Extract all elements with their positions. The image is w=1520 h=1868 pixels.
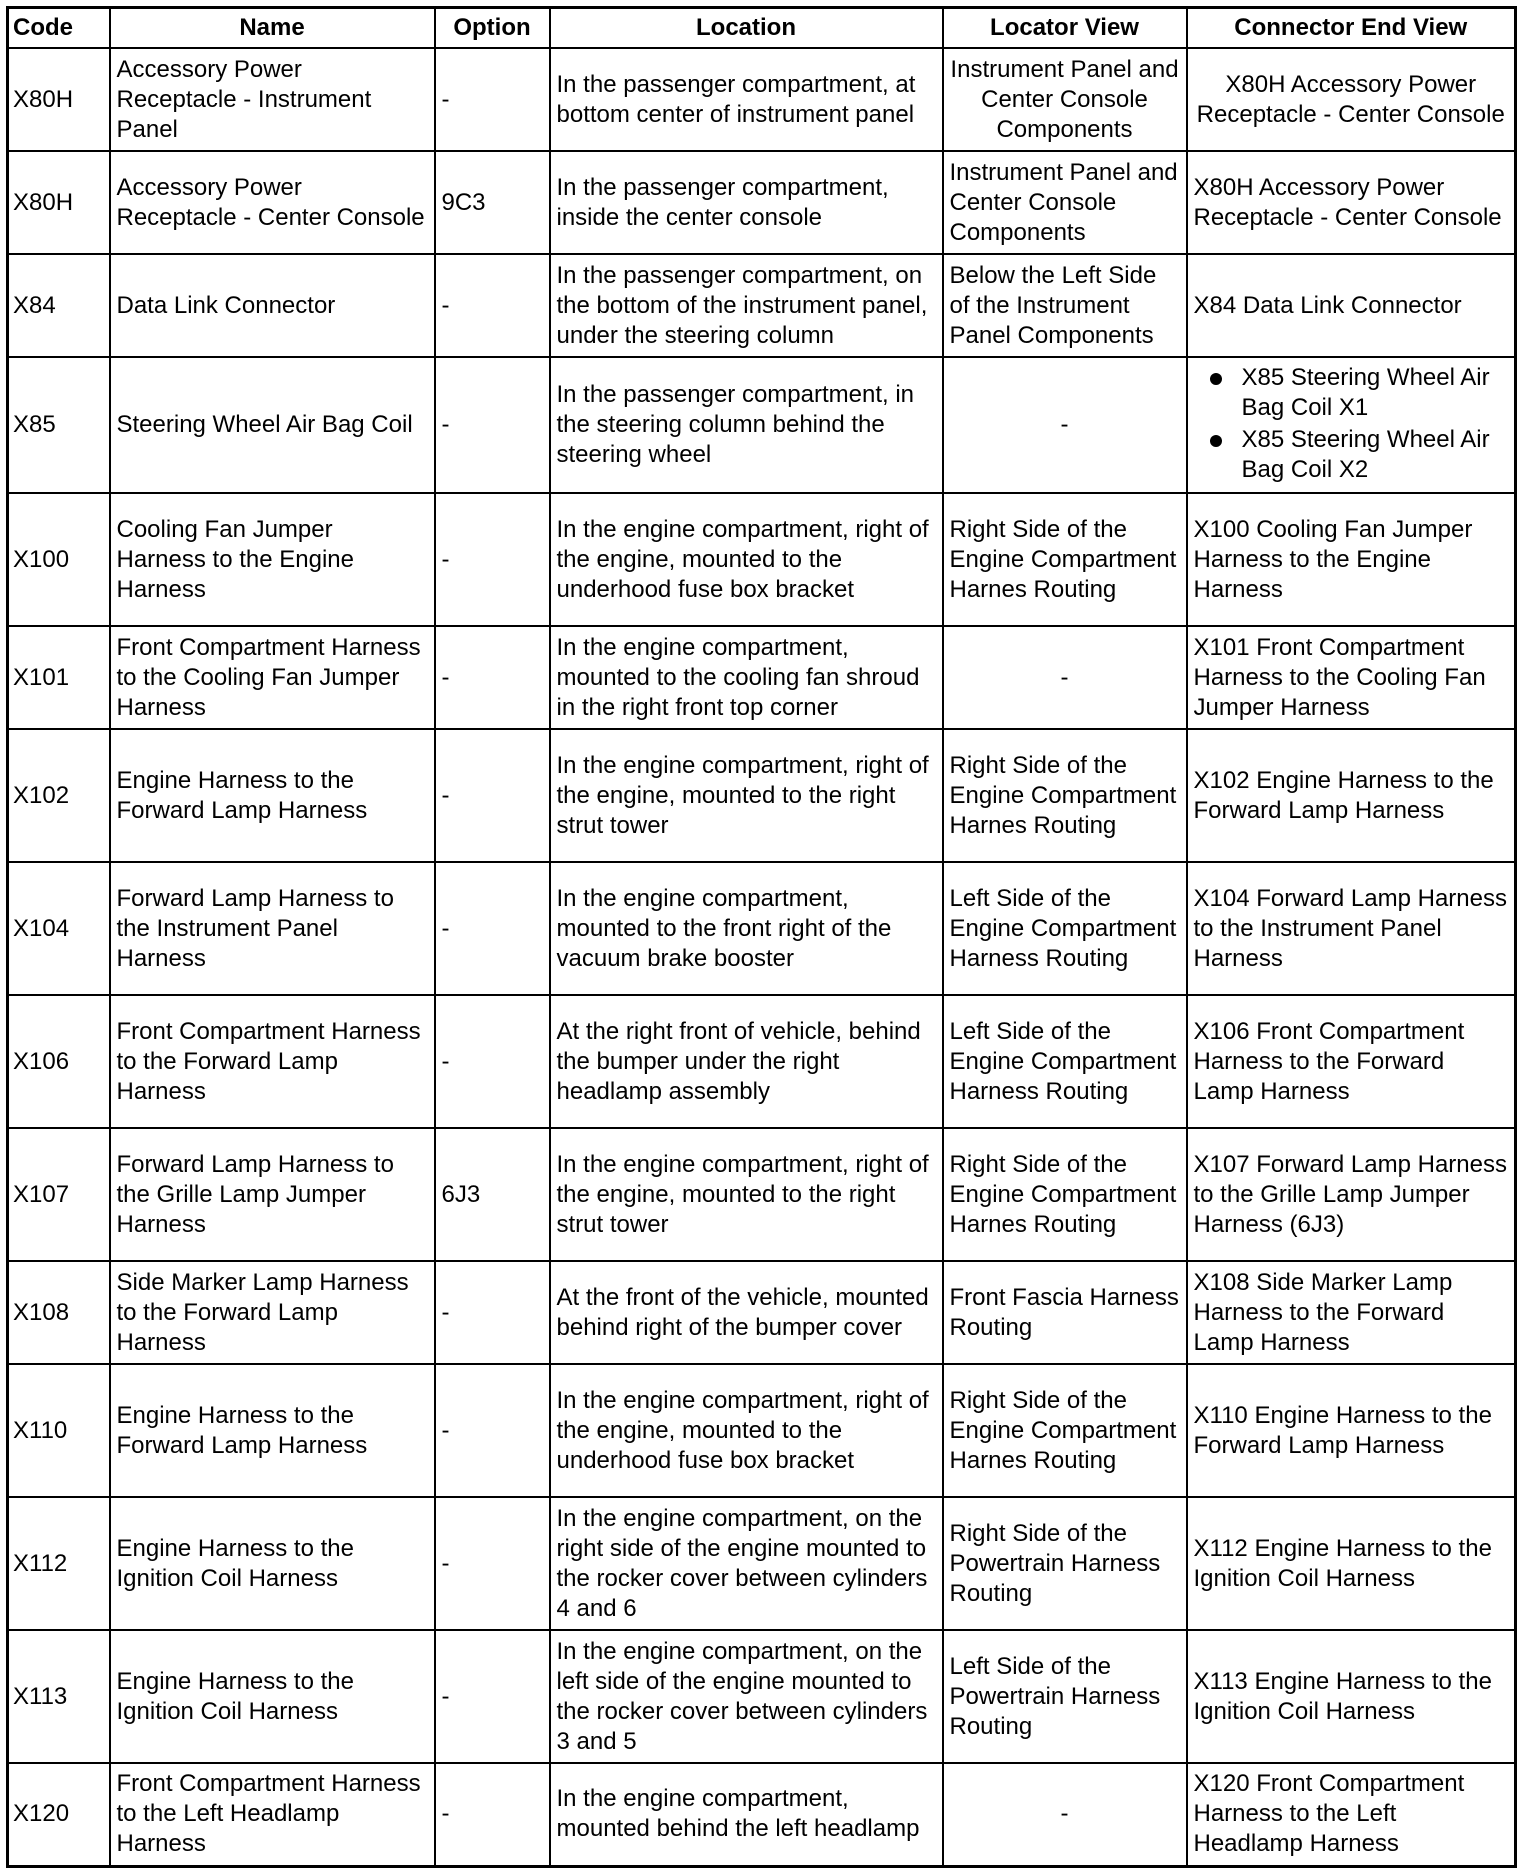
connector-table-sheet: [6, 6, 1514, 1868]
cell-locator-view[interactable]: Instrument Panel and Center Console Components: [943, 48, 1187, 151]
cell-location: In the passenger compartment, in the steering column behind the steering wheel: [550, 357, 943, 493]
cell-location: In the engine compartment, mounted to the cooling fan shroud in the right front top corner: [550, 626, 943, 729]
cell-connector-end-view[interactable]: X104 Forward Lamp Harness to the Instrument Panel Harness: [1187, 862, 1516, 995]
cell-connector-end-view: [1187, 357, 1516, 493]
cell-location: In the passenger compartment, inside the center console: [550, 151, 943, 254]
cell-name: Front Compartment Harness to the Forward Lamp Harness: [110, 995, 435, 1128]
cell-name: Engine Harness to the Ignition Coil Harness: [110, 1630, 435, 1763]
header-connector-end-view: Connector End View: [1187, 8, 1516, 49]
cell-option: -: [435, 48, 550, 151]
list-item[interactable]: X85 Steering Wheel Air Bag Coil X1: [1242, 363, 1509, 423]
cell-option: -: [435, 626, 550, 729]
cell-connector-end-view[interactable]: X101 Front Compartment Harness to the Cooling Fan Jumper Harness: [1187, 626, 1516, 729]
cell-option: -: [435, 493, 550, 626]
cell-code: X120: [8, 1763, 110, 1866]
cell-code: X85: [8, 357, 110, 493]
cell-locator-view: -: [943, 1763, 1187, 1866]
cell-connector-end-view[interactable]: X80H Accessory Power Receptacle - Center Console: [1187, 151, 1516, 254]
cell-option: 9C3: [435, 151, 550, 254]
cell-locator-view[interactable]: Right Side of the Engine Compartment Harnes Routing: [943, 729, 1187, 862]
cell-name: Engine Harness to the Forward Lamp Harness: [110, 729, 435, 862]
table-row: [8, 48, 1516, 151]
cell-option: -: [435, 357, 550, 493]
cell-name: Accessory Power Receptacle - Center Console: [110, 151, 435, 254]
cell-location: In the engine compartment, right of the engine, mounted to the underhood fuse box bracket: [550, 1364, 943, 1497]
cell-locator-view[interactable]: Below the Left Side of the Instrument Panel Components: [943, 254, 1187, 357]
cell-connector-end-view[interactable]: X120 Front Compartment Harness to the Left Headlamp Harness: [1187, 1763, 1516, 1866]
cell-location: In the engine compartment, on the left side of the engine mounted to the rocker cover between cylinders 3 and 5: [550, 1630, 943, 1763]
cell-option: -: [435, 862, 550, 995]
cell-code: X80H: [8, 151, 110, 254]
cell-connector-end-view[interactable]: X108 Side Marker Lamp Harness to the Forward Lamp Harness: [1187, 1261, 1516, 1364]
cell-locator-view[interactable]: Left Side of the Powertrain Harness Routing: [943, 1630, 1187, 1763]
header-option: Option: [435, 8, 550, 49]
cell-code: X106: [8, 995, 110, 1128]
table-row: [8, 493, 1516, 626]
table-row: [8, 357, 1516, 493]
table-row: [8, 995, 1516, 1128]
cell-name: Accessory Power Receptacle - Instrument Panel: [110, 48, 435, 151]
header-code: Code: [8, 8, 110, 49]
table-row: [8, 729, 1516, 862]
cell-locator-view[interactable]: Right Side of the Engine Compartment Harnes Routing: [943, 1128, 1187, 1261]
cell-name: Data Link Connector: [110, 254, 435, 357]
list-item[interactable]: X85 Steering Wheel Air Bag Coil X2: [1242, 425, 1509, 485]
table-row: [8, 254, 1516, 357]
cell-location: In the engine compartment, mounted to the front right of the vacuum brake booster: [550, 862, 943, 995]
table-row: [8, 1128, 1516, 1261]
cell-locator-view[interactable]: Right Side of the Engine Compartment Harnes Routing: [943, 493, 1187, 626]
cell-location: At the front of the vehicle, mounted behind right of the bumper cover: [550, 1261, 943, 1364]
cell-name: Front Compartment Harness to the Cooling Fan Jumper Harness: [110, 626, 435, 729]
cell-code: X113: [8, 1630, 110, 1763]
connector-table: [6, 6, 1517, 1868]
cell-code: X101: [8, 626, 110, 729]
cell-code: X102: [8, 729, 110, 862]
cell-connector-end-view[interactable]: X113 Engine Harness to the Ignition Coil Harness: [1187, 1630, 1516, 1763]
cell-locator-view[interactable]: Left Side of the Engine Compartment Harness Routing: [943, 862, 1187, 995]
table-row: [8, 1497, 1516, 1630]
cell-connector-end-view[interactable]: X102 Engine Harness to the Forward Lamp Harness: [1187, 729, 1516, 862]
table-row: [8, 1630, 1516, 1763]
cell-locator-view[interactable]: Right Side of the Powertrain Harness Routing: [943, 1497, 1187, 1630]
cell-name: Engine Harness to the Forward Lamp Harness: [110, 1364, 435, 1497]
table-row: [8, 151, 1516, 254]
cell-name: Forward Lamp Harness to the Grille Lamp Jumper Harness: [110, 1128, 435, 1261]
cell-connector-end-view[interactable]: X107 Forward Lamp Harness to the Grille Lamp Jumper Harness (6J3): [1187, 1128, 1516, 1261]
cell-code: X107: [8, 1128, 110, 1261]
cell-connector-end-view[interactable]: X110 Engine Harness to the Forward Lamp Harness: [1187, 1364, 1516, 1497]
cell-code: X84: [8, 254, 110, 357]
cell-name: Forward Lamp Harness to the Instrument Panel Harness: [110, 862, 435, 995]
table-row: [8, 1261, 1516, 1364]
cell-locator-view[interactable]: Front Fascia Harness Routing: [943, 1261, 1187, 1364]
cell-locator-view[interactable]: Right Side of the Engine Compartment Harnes Routing: [943, 1364, 1187, 1497]
cell-code: X110: [8, 1364, 110, 1497]
cell-locator-view[interactable]: Instrument Panel and Center Console Components: [943, 151, 1187, 254]
cell-option: -: [435, 1763, 550, 1866]
cell-name: Steering Wheel Air Bag Coil: [110, 357, 435, 493]
cell-locator-view: -: [943, 626, 1187, 729]
cell-connector-end-view[interactable]: X80H Accessory Power Receptacle - Center Console: [1187, 48, 1516, 151]
cell-code: X104: [8, 862, 110, 995]
cell-code: X108: [8, 1261, 110, 1364]
table-row: [8, 1364, 1516, 1497]
cell-location: In the engine compartment, mounted behind the left headlamp: [550, 1763, 943, 1866]
cell-option: 6J3: [435, 1128, 550, 1261]
cell-location: In the engine compartment, on the right side of the engine mounted to the rocker cover between cylinders 4 and 6: [550, 1497, 943, 1630]
cell-connector-end-view[interactable]: X84 Data Link Connector: [1187, 254, 1516, 357]
cell-option: -: [435, 1364, 550, 1497]
cell-code: X100: [8, 493, 110, 626]
cell-location: In the engine compartment, right of the engine, mounted to the underhood fuse box bracket: [550, 493, 943, 626]
cell-code: X80H: [8, 48, 110, 151]
cell-location: In the engine compartment, right of the engine, mounted to the right strut tower: [550, 1128, 943, 1261]
cell-locator-view[interactable]: Left Side of the Engine Compartment Harness Routing: [943, 995, 1187, 1128]
table-row: [8, 862, 1516, 995]
header-row: [8, 8, 1516, 49]
cell-name: Front Compartment Harness to the Left Headlamp Harness: [110, 1763, 435, 1866]
cell-connector-end-view[interactable]: X100 Cooling Fan Jumper Harness to the Engine Harness: [1187, 493, 1516, 626]
connector-view-list: [1194, 363, 1509, 485]
header-name: Name: [110, 8, 435, 49]
cell-location: At the right front of vehicle, behind the bumper under the right headlamp assembly: [550, 995, 943, 1128]
table-row: [8, 626, 1516, 729]
header-location: Location: [550, 8, 943, 49]
cell-option: -: [435, 1497, 550, 1630]
cell-location: In the passenger compartment, on the bottom of the instrument panel, under the steering column: [550, 254, 943, 357]
table-row: [8, 1763, 1516, 1866]
cell-connector-end-view[interactable]: X106 Front Compartment Harness to the Forward Lamp Harness: [1187, 995, 1516, 1128]
cell-option: -: [435, 1630, 550, 1763]
cell-location: In the engine compartment, right of the engine, mounted to the right strut tower: [550, 729, 943, 862]
cell-locator-view: -: [943, 357, 1187, 493]
cell-code: X112: [8, 1497, 110, 1630]
cell-option: -: [435, 729, 550, 862]
cell-connector-end-view[interactable]: X112 Engine Harness to the Ignition Coil Harness: [1187, 1497, 1516, 1630]
cell-option: -: [435, 254, 550, 357]
cell-location: In the passenger compartment, at bottom center of instrument panel: [550, 48, 943, 151]
header-locator-view: Locator View: [943, 8, 1187, 49]
cell-option: -: [435, 1261, 550, 1364]
cell-option: -: [435, 995, 550, 1128]
cell-name: Side Marker Lamp Harness to the Forward Lamp Harness: [110, 1261, 435, 1364]
cell-name: Cooling Fan Jumper Harness to the Engine Harness: [110, 493, 435, 626]
cell-name: Engine Harness to the Ignition Coil Harness: [110, 1497, 435, 1630]
